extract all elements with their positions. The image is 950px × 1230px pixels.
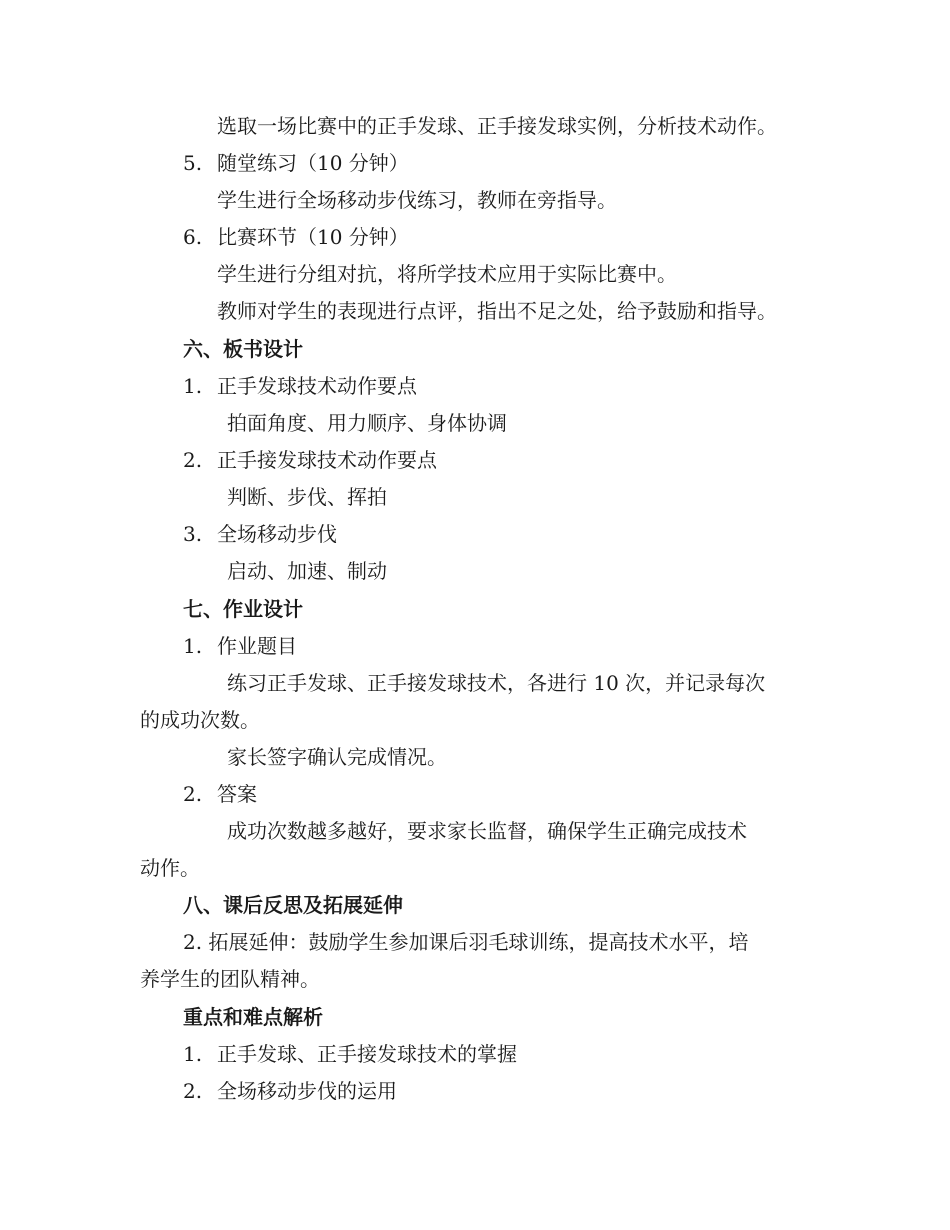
paragraph-homework-task: 练习正手发球、正手接发球技术，各进行 10 次，并记录每次: [227, 671, 766, 695]
list-item-key-1: [183, 1040, 517, 1068]
list-item-text: 全场移动步伐的运用: [217, 1079, 397, 1103]
list-number: 1.: [183, 634, 203, 658]
paragraph-comment: 教师对学生的表现进行点评，指出不足之处，给予鼓励和指导。: [217, 299, 777, 323]
list-item-text: 正手发球、正手接发球技术的掌握: [217, 1042, 517, 1066]
list-item-text: 随堂练习（10 分钟）: [217, 151, 409, 175]
list-number: 2.: [183, 782, 203, 806]
list-number: 1.: [183, 1042, 203, 1066]
list-item-board-3: [183, 520, 337, 548]
section-heading-board-design: 六、板书设计: [183, 337, 303, 361]
list-item-text: 比赛环节（10 分钟）: [217, 225, 409, 249]
list-number: 2.: [183, 448, 203, 472]
list-item-5: [183, 149, 409, 177]
paragraph-homework-task-cont: 的成功次数。: [140, 708, 260, 732]
list-number: 2.: [183, 1079, 203, 1103]
list-number: 1.: [183, 374, 203, 398]
paragraph-answer-cont: 动作。: [140, 856, 200, 880]
list-item-key-2: [183, 1077, 397, 1105]
list-item-board-1: [183, 372, 417, 400]
list-number: 6.: [183, 225, 203, 249]
paragraph-practice: 学生进行全场移动步伐练习，教师在旁指导。: [217, 188, 617, 212]
section-heading-homework: 七、作业设计: [183, 597, 303, 621]
section-heading-reflection: 八、课后反思及拓展延伸: [183, 893, 403, 917]
list-item-6: [183, 223, 409, 251]
list-number: 5.: [183, 151, 203, 175]
paragraph-case-analysis: 选取一场比赛中的正手发球、正手接发球实例，分析技术动作。: [217, 114, 777, 138]
section-heading-key-points: 重点和难点解析: [183, 1005, 323, 1029]
paragraph-match: 学生进行分组对抗，将所学技术应用于实际比赛中。: [217, 262, 677, 286]
paragraph-serve-points: 拍面角度、用力顺序、身体协调: [227, 411, 507, 435]
paragraph-receive-points: 判断、步伐、挥拍: [227, 485, 387, 509]
list-item-text: 正手接发球技术动作要点: [217, 448, 437, 472]
list-item-text: 答案: [217, 782, 257, 806]
paragraph-extension-cont: 养学生的团队精神。: [140, 967, 320, 991]
list-item-text: 全场移动步伐: [217, 522, 337, 546]
paragraph-parent-sign: 家长签字确认完成情况。: [227, 745, 447, 769]
list-item-board-2: [183, 446, 437, 474]
list-item-text: 正手发球技术动作要点: [217, 374, 417, 398]
list-item-text: 作业题目: [217, 634, 297, 658]
paragraph-answer: 成功次数越多越好，要求家长监督，确保学生正确完成技术: [227, 819, 747, 843]
paragraph-footwork-points: 启动、加速、制动: [227, 559, 387, 583]
list-item-homework-2: [183, 780, 257, 808]
list-item-homework-1: [183, 632, 297, 660]
paragraph-extension: 2. 拓展延伸：鼓励学生参加课后羽毛球训练，提高技术水平，培: [183, 930, 749, 954]
list-number: 3.: [183, 522, 203, 546]
